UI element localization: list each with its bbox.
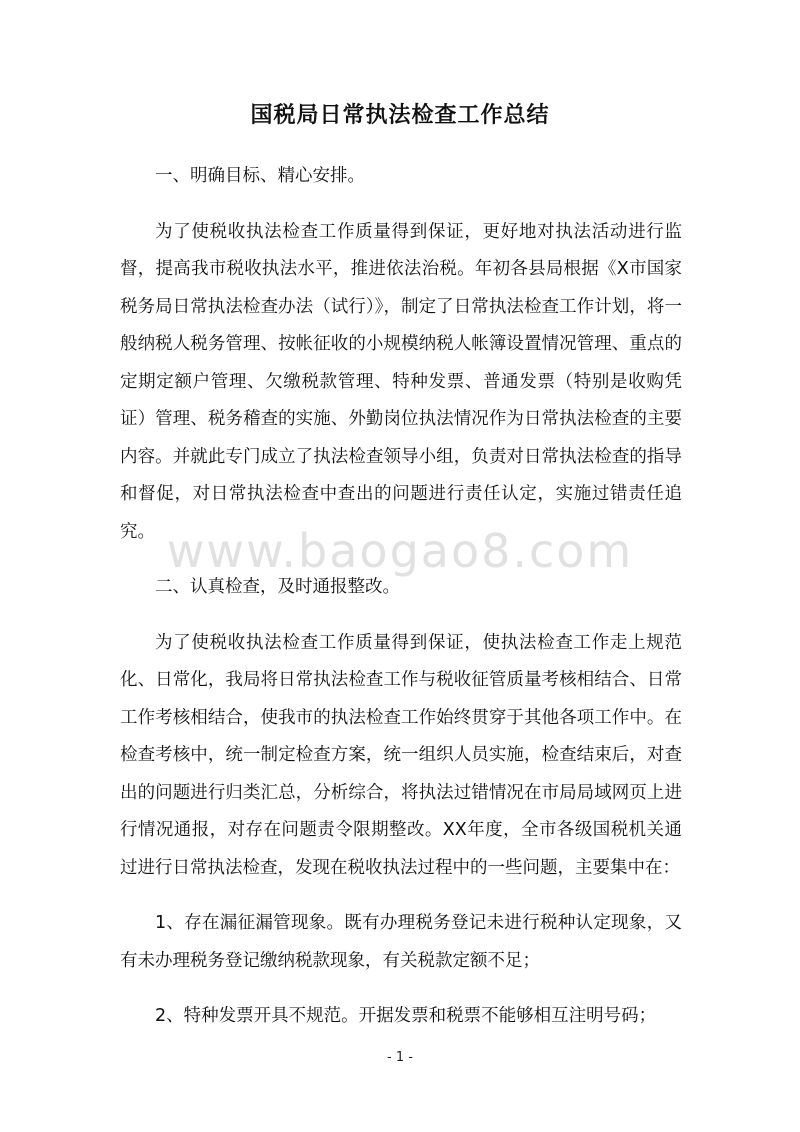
watermark: www.baogao8.com (166, 524, 634, 578)
page-number: - 1 - (387, 1050, 413, 1065)
paragraph-1: 为了使税收执法检查工作质量得到保证，更好地对执法活动进行监督，提高我市税收执法水平，推进依法治税。年初各县局根据《X市国家税务局日常执法检查办法（试行）》，制定了日常执法检查工作计划，将一般纳税人税务管理、按帐征收的小规模纳税人帐簿设置情况管理、重点的定期定额户管理、欠缴税款管理、特种发票、普通发票（特别是收购凭证）管理、税务稽查的实施、外勤岗位执法情况作为日常执法检查的主要内容。并就此专门成立了执法检查领导小组，负责对日常执法检查的指导和督促，对日常执法检查中查出的问题进行责任认定，实施过错责任追究。 (120, 221, 682, 542)
section-heading-1: 一、明确目标、精心安排。 (155, 166, 365, 186)
list-item-2: 2、特种发票开具不规范。开据发票和税票不能够相互注明号码； (155, 1006, 657, 1026)
list-item-1: 1、存在漏征漏管现象。既有办理税务登记未进行税种认定现象，又有未办理税务登记缴纳税款现象，有关税款定额不足； (120, 913, 682, 971)
section-heading-2: 二、认真检查，及时通报整改。 (155, 577, 400, 597)
paragraph-2: 为了使税收执法检查工作质量得到保证，使执法检查工作走上规范化、日常化，我局将日常执法检查工作与税收征管质量考核相结合、日常工作考核相结合，使我市的执法检查工作始终贯穿于其他各项工作中。在检查考核中，统一制定检查方案，统一组织人员实施，检查结束后，对查出的问题进行归类汇总，分析综合，将执法过错情况在市局局域网页上进行情况通报，对存在问题责令限期整改。XX年度，全市各级国税机关通过进行日常执法检查，发现在税收执法过程中的一些问题，主要集中在： (120, 632, 682, 878)
document-body (120, 158, 682, 1054)
document-title: 国税局日常执法检查工作总结 (250, 103, 550, 128)
